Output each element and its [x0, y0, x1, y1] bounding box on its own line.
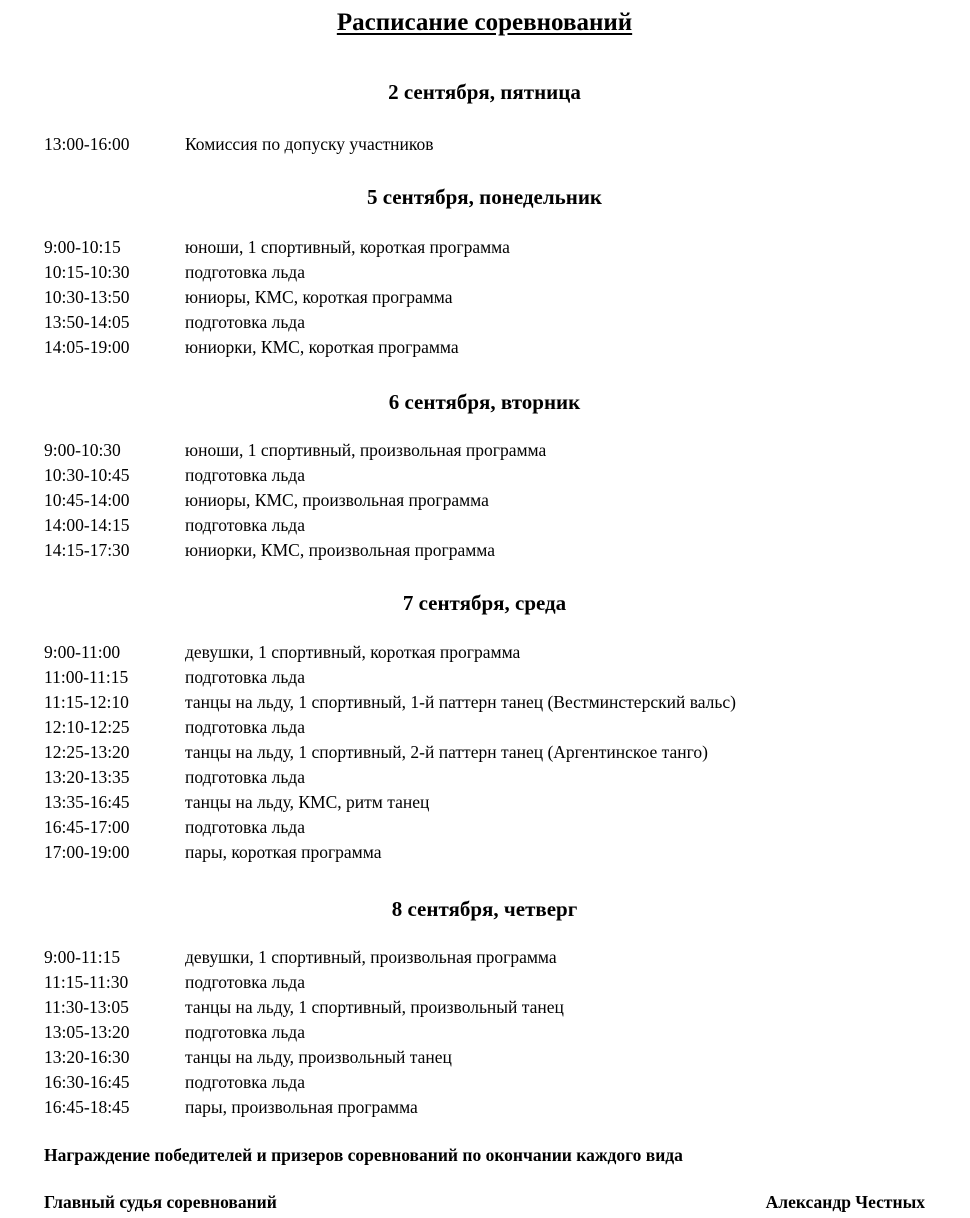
event-description: подготовка льда [185, 817, 305, 837]
event-time: 14:15-17:30 [44, 540, 130, 560]
event-description: танцы на льду, 1 спортивный, 1-й паттерн танец (Вестминстерский вальс) [185, 692, 736, 712]
day-heading: 7 сентября, среда [402, 591, 567, 615]
day-section-7-september [44, 591, 925, 865]
schedule-row [44, 765, 925, 790]
schedule-row [44, 740, 925, 765]
event-description: подготовка льда [185, 717, 305, 737]
day-section-6-september [44, 390, 925, 563]
event-description: подготовка льда [185, 972, 305, 992]
event-description: подготовка льда [185, 312, 305, 332]
event-description: подготовка льда [185, 515, 305, 535]
schedule-rows [44, 438, 925, 563]
day-section-5-september [44, 185, 925, 360]
schedule-rows [44, 945, 925, 1120]
schedule-row [44, 995, 925, 1020]
schedule-row [44, 640, 925, 665]
schedule-row [44, 665, 925, 690]
event-time: 14:05-19:00 [44, 337, 130, 357]
event-description: девушки, 1 спортивный, короткая программа [185, 642, 521, 662]
event-description: танцы на льду, КМС, ритм танец [185, 792, 430, 812]
judge-label: Главный судья соревнований [44, 1192, 277, 1212]
event-time: 11:30-13:05 [44, 997, 129, 1017]
event-description: танцы на льду, 1 спортивный, 2-й паттерн танец (Аргентинское танго) [185, 742, 708, 762]
schedule-row [44, 488, 925, 513]
event-time: 17:00-19:00 [44, 842, 130, 862]
event-description: юниоры, КМС, короткая программа [185, 287, 453, 307]
event-description: подготовка льда [185, 1022, 305, 1042]
event-time: 9:00-10:15 [44, 237, 121, 257]
event-time: 11:15-11:30 [44, 972, 129, 992]
schedule-row [44, 285, 925, 310]
event-time: 10:15-10:30 [44, 262, 130, 282]
event-time: 13:05-13:20 [44, 1022, 130, 1042]
event-time: 11:00-11:15 [44, 667, 129, 687]
event-time: 10:45-14:00 [44, 490, 130, 510]
event-time: 12:10-12:25 [44, 717, 130, 737]
schedule-row [44, 1045, 925, 1070]
day-heading: 2 сентября, пятница [388, 80, 581, 104]
schedule-row [44, 335, 925, 360]
event-description: юниоры, КМС, произвольная программа [185, 490, 489, 510]
schedule-row [44, 1070, 925, 1095]
event-description: юноши, 1 спортивный, произвольная программа [185, 440, 547, 460]
event-time: 16:45-18:45 [44, 1097, 130, 1117]
schedule-row [44, 690, 925, 715]
day-heading: 8 сентября, четверг [391, 897, 578, 921]
schedule-rows [44, 235, 925, 360]
event-time: 16:45-17:00 [44, 817, 130, 837]
schedule-row [44, 132, 925, 157]
schedule-row [44, 235, 925, 260]
event-description: Комиссия по допуску участников [185, 134, 434, 154]
schedule-row [44, 790, 925, 815]
schedule-row [44, 438, 925, 463]
event-description: девушки, 1 спортивный, произвольная программа [185, 947, 557, 967]
event-time: 9:00-11:15 [44, 947, 121, 967]
schedule-row [44, 840, 925, 865]
event-description: пары, короткая программа [185, 842, 382, 862]
event-time: 10:30-10:45 [44, 465, 130, 485]
event-time: 16:30-16:45 [44, 1072, 130, 1092]
event-description: подготовка льда [185, 767, 305, 787]
schedule-row [44, 463, 925, 488]
event-time: 10:30-13:50 [44, 287, 130, 307]
schedule-row [44, 260, 925, 285]
day-section-8-september [44, 897, 925, 1120]
event-time: 11:15-12:10 [44, 692, 129, 712]
schedule-row [44, 538, 925, 563]
page-title: Расписание соревнований [336, 9, 633, 36]
event-description: танцы на льду, произвольный танец [185, 1047, 452, 1067]
judge-line [44, 1190, 925, 1215]
event-time: 9:00-11:00 [44, 642, 121, 662]
schedule-row [44, 715, 925, 740]
schedule-row [44, 1020, 925, 1045]
schedule-row [44, 310, 925, 335]
schedule-rows [44, 640, 925, 865]
event-time: 13:50-14:05 [44, 312, 130, 332]
awards-note: Награждение победителей и призеров соревнований по окончании каждого вида [44, 1145, 683, 1165]
event-time: 12:25-13:20 [44, 742, 130, 762]
schedule-row [44, 815, 925, 840]
event-time: 13:20-13:35 [44, 767, 130, 787]
event-description: подготовка льда [185, 465, 305, 485]
event-time: 13:00-16:00 [44, 134, 130, 154]
day-heading: 6 сентября, вторник [388, 390, 581, 414]
event-time: 14:00-14:15 [44, 515, 130, 535]
event-time: 9:00-10:30 [44, 440, 121, 460]
event-description: подготовка льда [185, 667, 305, 687]
event-time: 13:20-16:30 [44, 1047, 130, 1067]
event-description: подготовка льда [185, 1072, 305, 1092]
event-description: пары, произвольная программа [185, 1097, 418, 1117]
schedule-row [44, 945, 925, 970]
schedule-row [44, 970, 925, 995]
schedule-row [44, 1095, 925, 1120]
schedule-rows [44, 132, 925, 157]
event-description: юниорки, КМС, короткая программа [185, 337, 459, 357]
day-section-2-september [44, 80, 925, 157]
event-time: 13:35-16:45 [44, 792, 130, 812]
day-heading: 5 сентября, понедельник [366, 185, 603, 209]
event-description: подготовка льда [185, 262, 305, 282]
event-description: танцы на льду, 1 спортивный, произвольный танец [185, 997, 564, 1017]
schedule-row [44, 513, 925, 538]
event-description: юноши, 1 спортивный, короткая программа [185, 237, 510, 257]
judge-name: Александр Честных [765, 1192, 925, 1212]
event-description: юниорки, КМС, произвольная программа [185, 540, 496, 560]
